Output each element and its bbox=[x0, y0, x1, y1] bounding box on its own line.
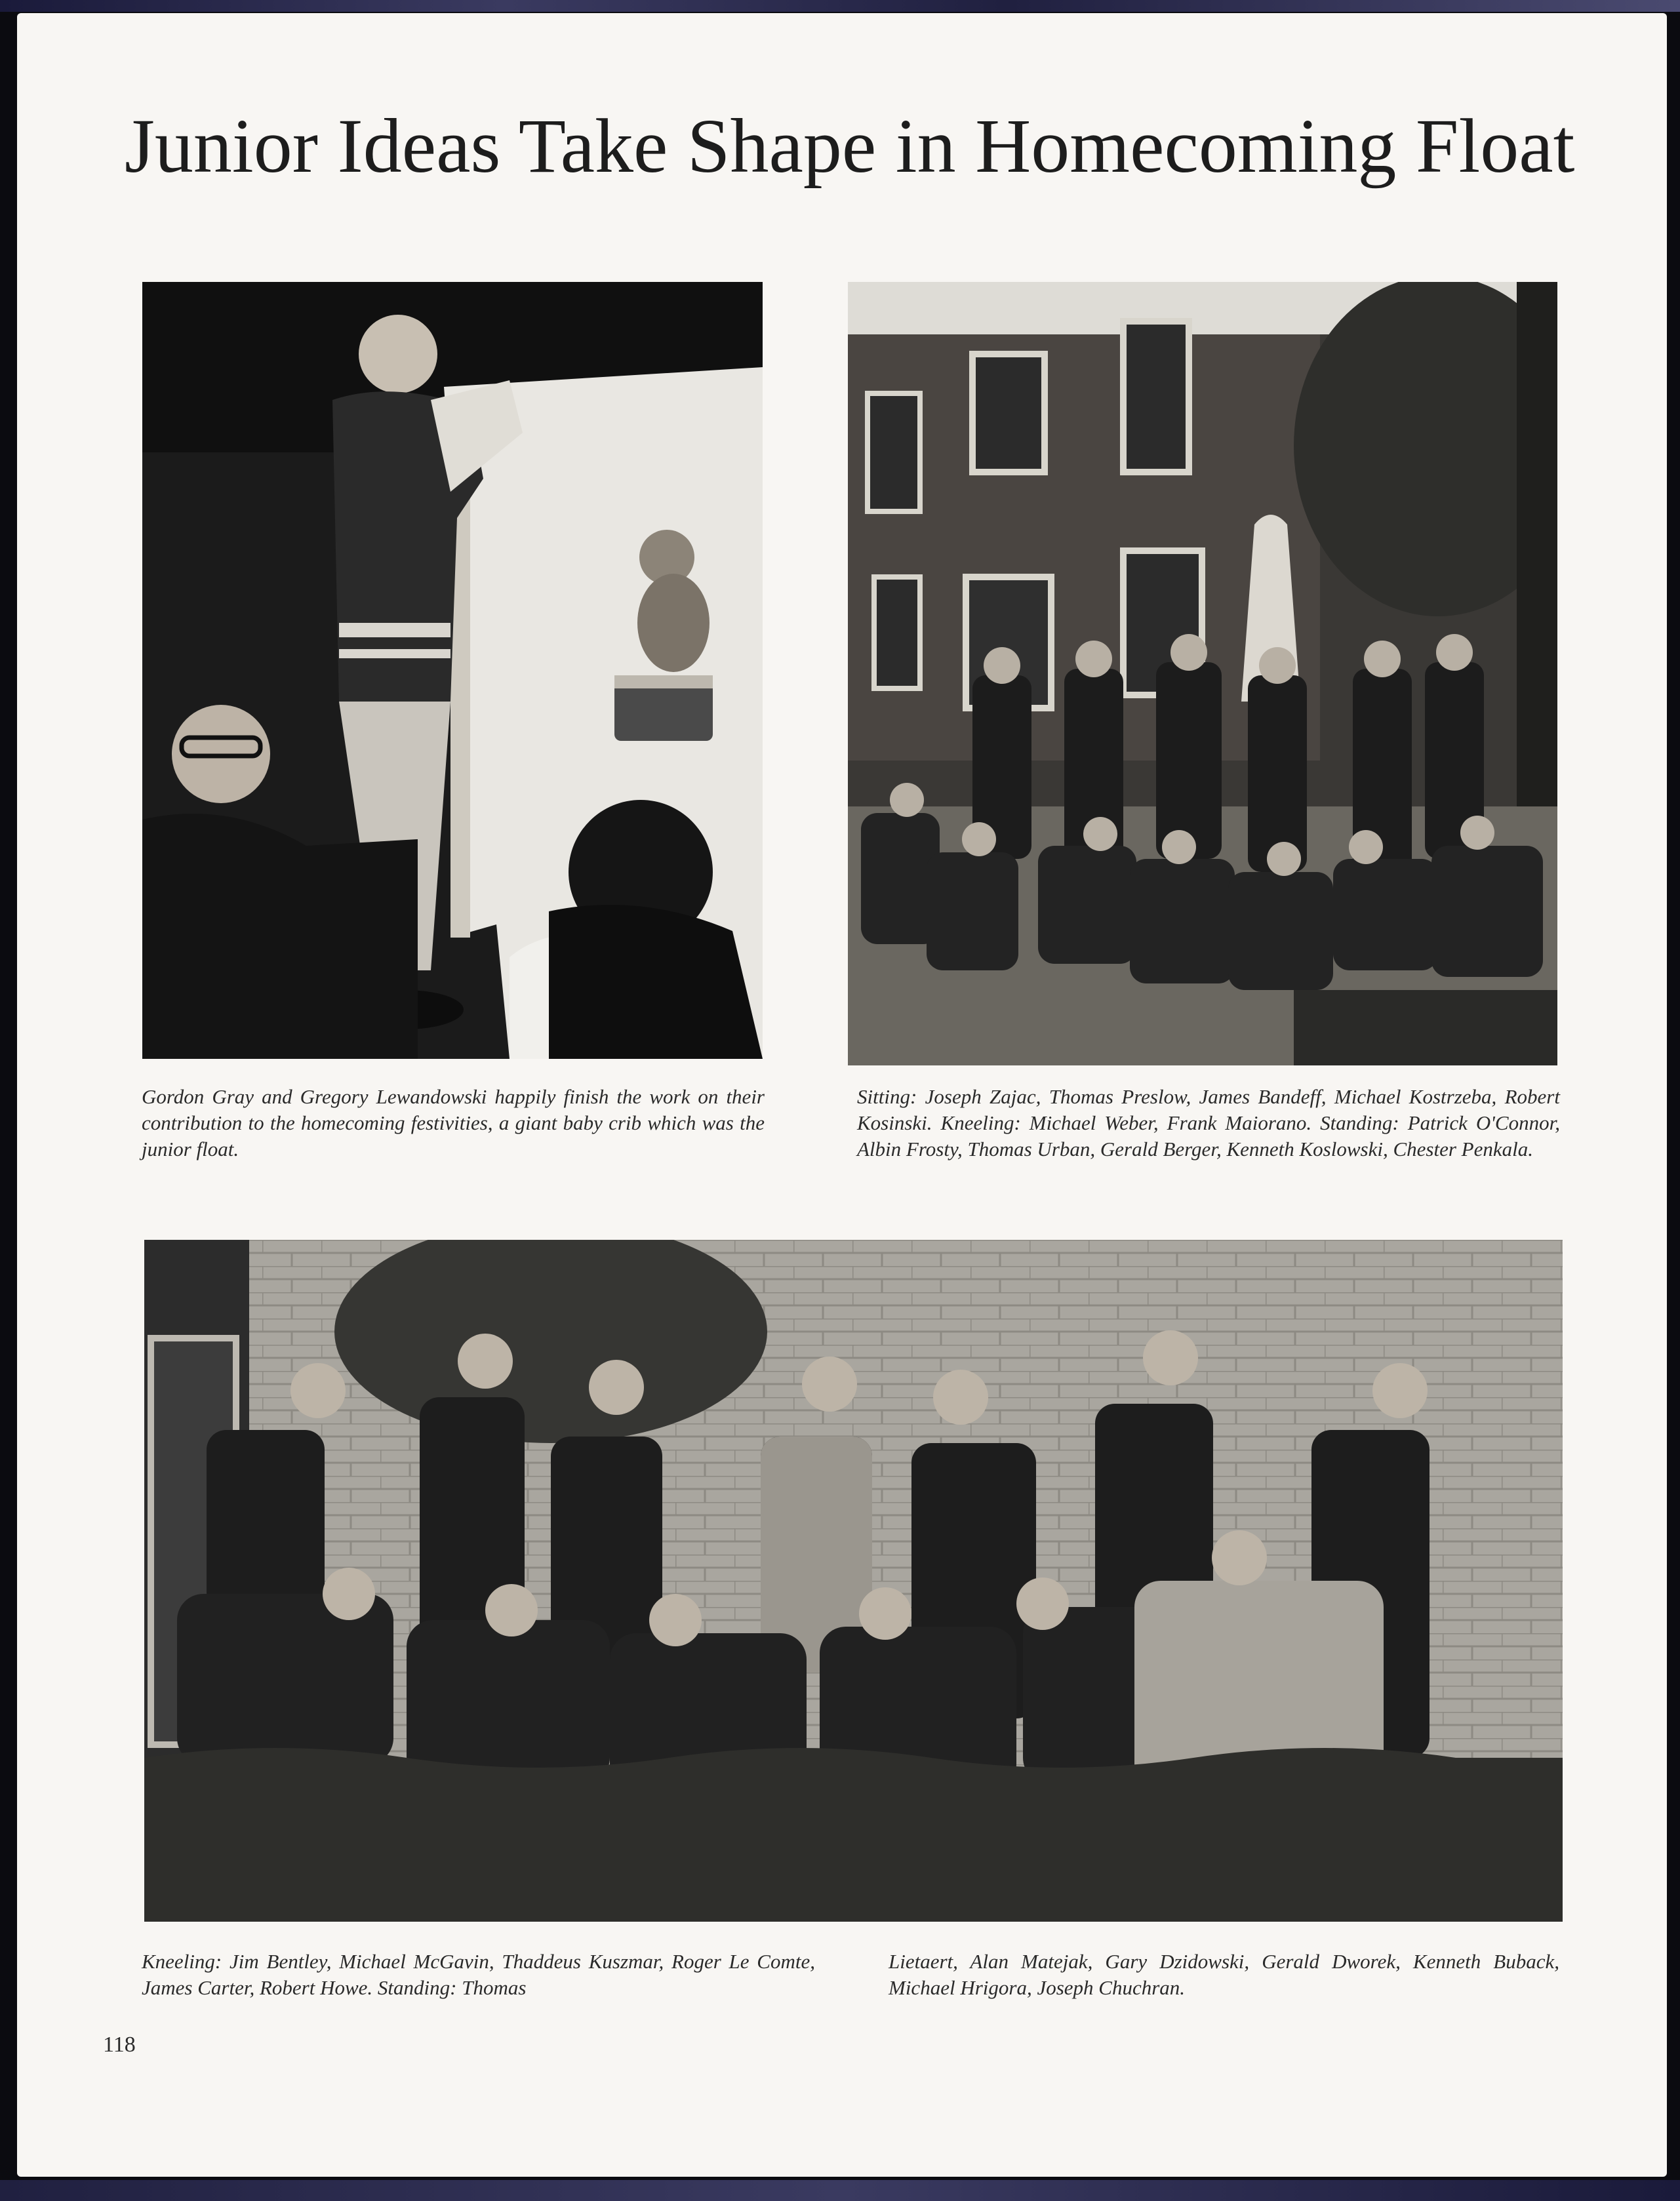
building-photo-caption: Sitting: Joseph Zajac, Thomas Preslow, James Bandeff, Michael Kostrzeba, Robert Kosinski. Kneeling: Michael Weber, Frank Maiorano. Standing: Patrick O'Connor, Albin Frosty, Thomas Urban, Gerald Berger, Kenneth Koslowski, Chester Penkala. bbox=[857, 1085, 1560, 1160]
brick-wall-group-photo-image bbox=[144, 1240, 1563, 1922]
page-number: 118 bbox=[103, 2032, 136, 2057]
scan-top-edge bbox=[0, 0, 1680, 12]
group-photo-caption-right: Lietaert, Alan Matejak, Gary Dzidowski, Gerald Dworek, Kenneth Buback, Michael Hrigora, Joseph Chuchran. bbox=[889, 1950, 1559, 1999]
building-group-photo bbox=[848, 282, 1557, 1065]
float-photo-caption: Gordon Gray and Gregory Lewandowski happily finish the work on their contribution to the homecoming festivities, a giant baby crib which was the junior float. bbox=[142, 1085, 765, 1160]
page-title: Junior Ideas Take Shape in Homecoming Float bbox=[125, 103, 1575, 189]
float-photo bbox=[142, 282, 763, 1059]
building-group-photo-image bbox=[848, 282, 1557, 1065]
float-photo-image bbox=[142, 282, 763, 1059]
brick-wall-group-photo bbox=[144, 1240, 1563, 1922]
group-photo-caption-left: Kneeling: Jim Bentley, Michael McGavin, Thaddeus Kuszmar, Roger Le Comte, James Carter, Robert Howe. Standing: Thomas bbox=[142, 1950, 815, 1999]
scan-bottom-edge bbox=[0, 2180, 1680, 2201]
